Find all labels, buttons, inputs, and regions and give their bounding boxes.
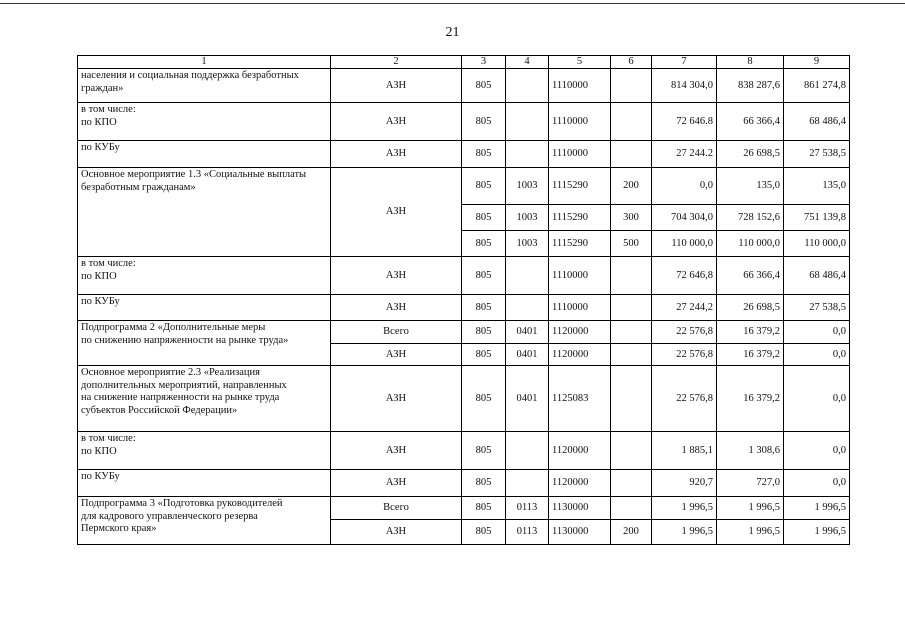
- section-code: [506, 69, 549, 103]
- ministry-code: 805: [462, 470, 506, 497]
- executor: Всего: [331, 321, 462, 344]
- expense-type: [611, 141, 652, 168]
- amount-year-3: 1 996,5: [784, 520, 850, 545]
- amount-year-1: 22 576,8: [652, 366, 717, 432]
- column-header: 4: [506, 56, 549, 69]
- target-article: 1115290: [549, 231, 611, 257]
- amount-year-2: 1 996,5: [717, 497, 784, 520]
- expense-type: [611, 366, 652, 432]
- amount-year-1: 1 996,5: [652, 520, 717, 545]
- table-row: [78, 168, 850, 205]
- page-number: 21: [445, 25, 460, 40]
- amount-year-1: 27 244.2: [652, 141, 717, 168]
- target-article: 1125083: [549, 366, 611, 432]
- section-code: [506, 470, 549, 497]
- ministry-code: 805: [462, 69, 506, 103]
- amount-year-2: 66 366,4: [717, 103, 784, 141]
- expense-type: [611, 470, 652, 497]
- amount-year-1: 72 646.8: [652, 103, 717, 141]
- section-code: [506, 257, 549, 295]
- target-article: 1130000: [549, 520, 611, 545]
- section-code: [506, 141, 549, 168]
- expense-type: [611, 69, 652, 103]
- section-code: 0401: [506, 344, 549, 366]
- amount-year-1: 920,7: [652, 470, 717, 497]
- column-header: 1: [78, 56, 331, 69]
- target-article: 1120000: [549, 344, 611, 366]
- amount-year-3: 751 139,8: [784, 205, 850, 231]
- row-label: по КУБу: [78, 295, 331, 321]
- executor: АЗН: [331, 432, 462, 470]
- row-label: Подпрограмма 3 «Подготовка руководителей для кадрового управленческого резерва Пермского края»: [78, 497, 331, 545]
- target-article: 1115290: [549, 205, 611, 231]
- amount-year-2: 66 366,4: [717, 257, 784, 295]
- executor: АЗН: [331, 168, 462, 257]
- section-code: 0113: [506, 520, 549, 545]
- expense-type: 300: [611, 205, 652, 231]
- executor: АЗН: [331, 69, 462, 103]
- ministry-code: 805: [462, 520, 506, 545]
- column-header: 8: [717, 56, 784, 69]
- amount-year-3: 110 000,0: [784, 231, 850, 257]
- ministry-code: 805: [462, 103, 506, 141]
- section-code: [506, 432, 549, 470]
- amount-year-2: 26 698,5: [717, 141, 784, 168]
- executor: АЗН: [331, 520, 462, 545]
- expense-type: [611, 344, 652, 366]
- ministry-code: 805: [462, 366, 506, 432]
- table-body: [78, 69, 850, 545]
- row-label: Подпрограмма 2 «Дополнительные меры по снижению напряженности на рынке труда»: [78, 321, 331, 366]
- amount-year-1: 27 244,2: [652, 295, 717, 321]
- executor: АЗН: [331, 470, 462, 497]
- amount-year-1: 814 304,0: [652, 69, 717, 103]
- target-article: 1120000: [549, 470, 611, 497]
- amount-year-1: 22 576,8: [652, 344, 717, 366]
- column-header: 5: [549, 56, 611, 69]
- row-label: Основное мероприятие 2.3 «Реализация дополнительных мероприятий, направленных на снижение напряженности на рынке труда субъектов Российской Федерации»: [78, 366, 331, 432]
- expense-type: 200: [611, 520, 652, 545]
- amount-year-2: 1 996,5: [717, 520, 784, 545]
- amount-year-2: 16 379,2: [717, 366, 784, 432]
- target-article: 1110000: [549, 141, 611, 168]
- expense-type: [611, 497, 652, 520]
- column-header: 6: [611, 56, 652, 69]
- amount-year-1: 72 646,8: [652, 257, 717, 295]
- executor: АЗН: [331, 257, 462, 295]
- table-row: [78, 432, 850, 470]
- table-header-row: [78, 56, 850, 69]
- ministry-code: 805: [462, 295, 506, 321]
- executor: АЗН: [331, 141, 462, 168]
- amount-year-2: 838 287,6: [717, 69, 784, 103]
- row-label: населения и социальная поддержка безработных граждан»: [78, 69, 331, 103]
- amount-year-3: 68 486,4: [784, 103, 850, 141]
- table-row: [78, 103, 850, 141]
- table-row: [78, 69, 850, 103]
- amount-year-3: 27 538,5: [784, 141, 850, 168]
- table-row: [78, 141, 850, 168]
- ministry-code: 805: [462, 344, 506, 366]
- ministry-code: 805: [462, 321, 506, 344]
- column-header: 3: [462, 56, 506, 69]
- executor: АЗН: [331, 295, 462, 321]
- ministry-code: 805: [462, 231, 506, 257]
- amount-year-1: 1 996,5: [652, 497, 717, 520]
- amount-year-2: 110 000,0: [717, 231, 784, 257]
- amount-year-2: 135,0: [717, 168, 784, 205]
- expense-type: [611, 432, 652, 470]
- executor: АЗН: [331, 344, 462, 366]
- ministry-code: 805: [462, 257, 506, 295]
- column-header: 2: [331, 56, 462, 69]
- amount-year-3: 0,0: [784, 344, 850, 366]
- amount-year-2: 728 152,6: [717, 205, 784, 231]
- section-code: 1003: [506, 205, 549, 231]
- executor: Всего: [331, 497, 462, 520]
- column-header: 7: [652, 56, 717, 69]
- amount-year-2: 16 379,2: [717, 321, 784, 344]
- table-row: [78, 257, 850, 295]
- table-row: [78, 366, 850, 432]
- amount-year-1: 704 304,0: [652, 205, 717, 231]
- amount-year-2: 1 308,6: [717, 432, 784, 470]
- row-label: по КУБу: [78, 141, 331, 168]
- section-code: 1003: [506, 168, 549, 205]
- amount-year-3: 27 538,5: [784, 295, 850, 321]
- amount-year-3: 0,0: [784, 321, 850, 344]
- amount-year-3: 68 486,4: [784, 257, 850, 295]
- amount-year-1: 0,0: [652, 168, 717, 205]
- table-row: [78, 321, 850, 344]
- amount-year-3: 135,0: [784, 168, 850, 205]
- section-code: 1003: [506, 231, 549, 257]
- table-row: [78, 295, 850, 321]
- row-label: в том числе: по КПО: [78, 103, 331, 141]
- budget-table: [77, 55, 850, 545]
- amount-year-3: 0,0: [784, 366, 850, 432]
- section-code: 0401: [506, 366, 549, 432]
- row-label: по КУБу: [78, 470, 331, 497]
- amount-year-2: 16 379,2: [717, 344, 784, 366]
- ministry-code: 805: [462, 141, 506, 168]
- expense-type: [611, 295, 652, 321]
- amount-year-3: 0,0: [784, 470, 850, 497]
- target-article: 1110000: [549, 103, 611, 141]
- row-label: в том числе: по КПО: [78, 257, 331, 295]
- target-article: 1120000: [549, 321, 611, 344]
- section-code: [506, 103, 549, 141]
- ministry-code: 805: [462, 432, 506, 470]
- target-article: 1110000: [549, 69, 611, 103]
- amount-year-1: 110 000,0: [652, 231, 717, 257]
- expense-type: [611, 257, 652, 295]
- amount-year-2: 727,0: [717, 470, 784, 497]
- column-header: 9: [784, 56, 850, 69]
- target-article: 1110000: [549, 295, 611, 321]
- target-article: 1120000: [549, 432, 611, 470]
- executor: АЗН: [331, 366, 462, 432]
- expense-type: [611, 321, 652, 344]
- amount-year-3: 1 996,5: [784, 497, 850, 520]
- row-label: в том числе: по КПО: [78, 432, 331, 470]
- section-code: 0401: [506, 321, 549, 344]
- table-row: [78, 497, 850, 520]
- amount-year-1: 1 885,1: [652, 432, 717, 470]
- target-article: 1115290: [549, 168, 611, 205]
- amount-year-3: 0,0: [784, 432, 850, 470]
- target-article: 1130000: [549, 497, 611, 520]
- ministry-code: 805: [462, 205, 506, 231]
- section-code: 0113: [506, 497, 549, 520]
- section-code: [506, 295, 549, 321]
- page-edge-line: [0, 3, 905, 4]
- table-row: [78, 470, 850, 497]
- target-article: 1110000: [549, 257, 611, 295]
- expense-type: 200: [611, 168, 652, 205]
- amount-year-1: 22 576,8: [652, 321, 717, 344]
- executor: АЗН: [331, 103, 462, 141]
- expense-type: [611, 103, 652, 141]
- row-label: Основное мероприятие 1.3 «Социальные выплаты безработным гражданам»: [78, 168, 331, 257]
- amount-year-3: 861 274,8: [784, 69, 850, 103]
- ministry-code: 805: [462, 168, 506, 205]
- amount-year-2: 26 698,5: [717, 295, 784, 321]
- expense-type: 500: [611, 231, 652, 257]
- ministry-code: 805: [462, 497, 506, 520]
